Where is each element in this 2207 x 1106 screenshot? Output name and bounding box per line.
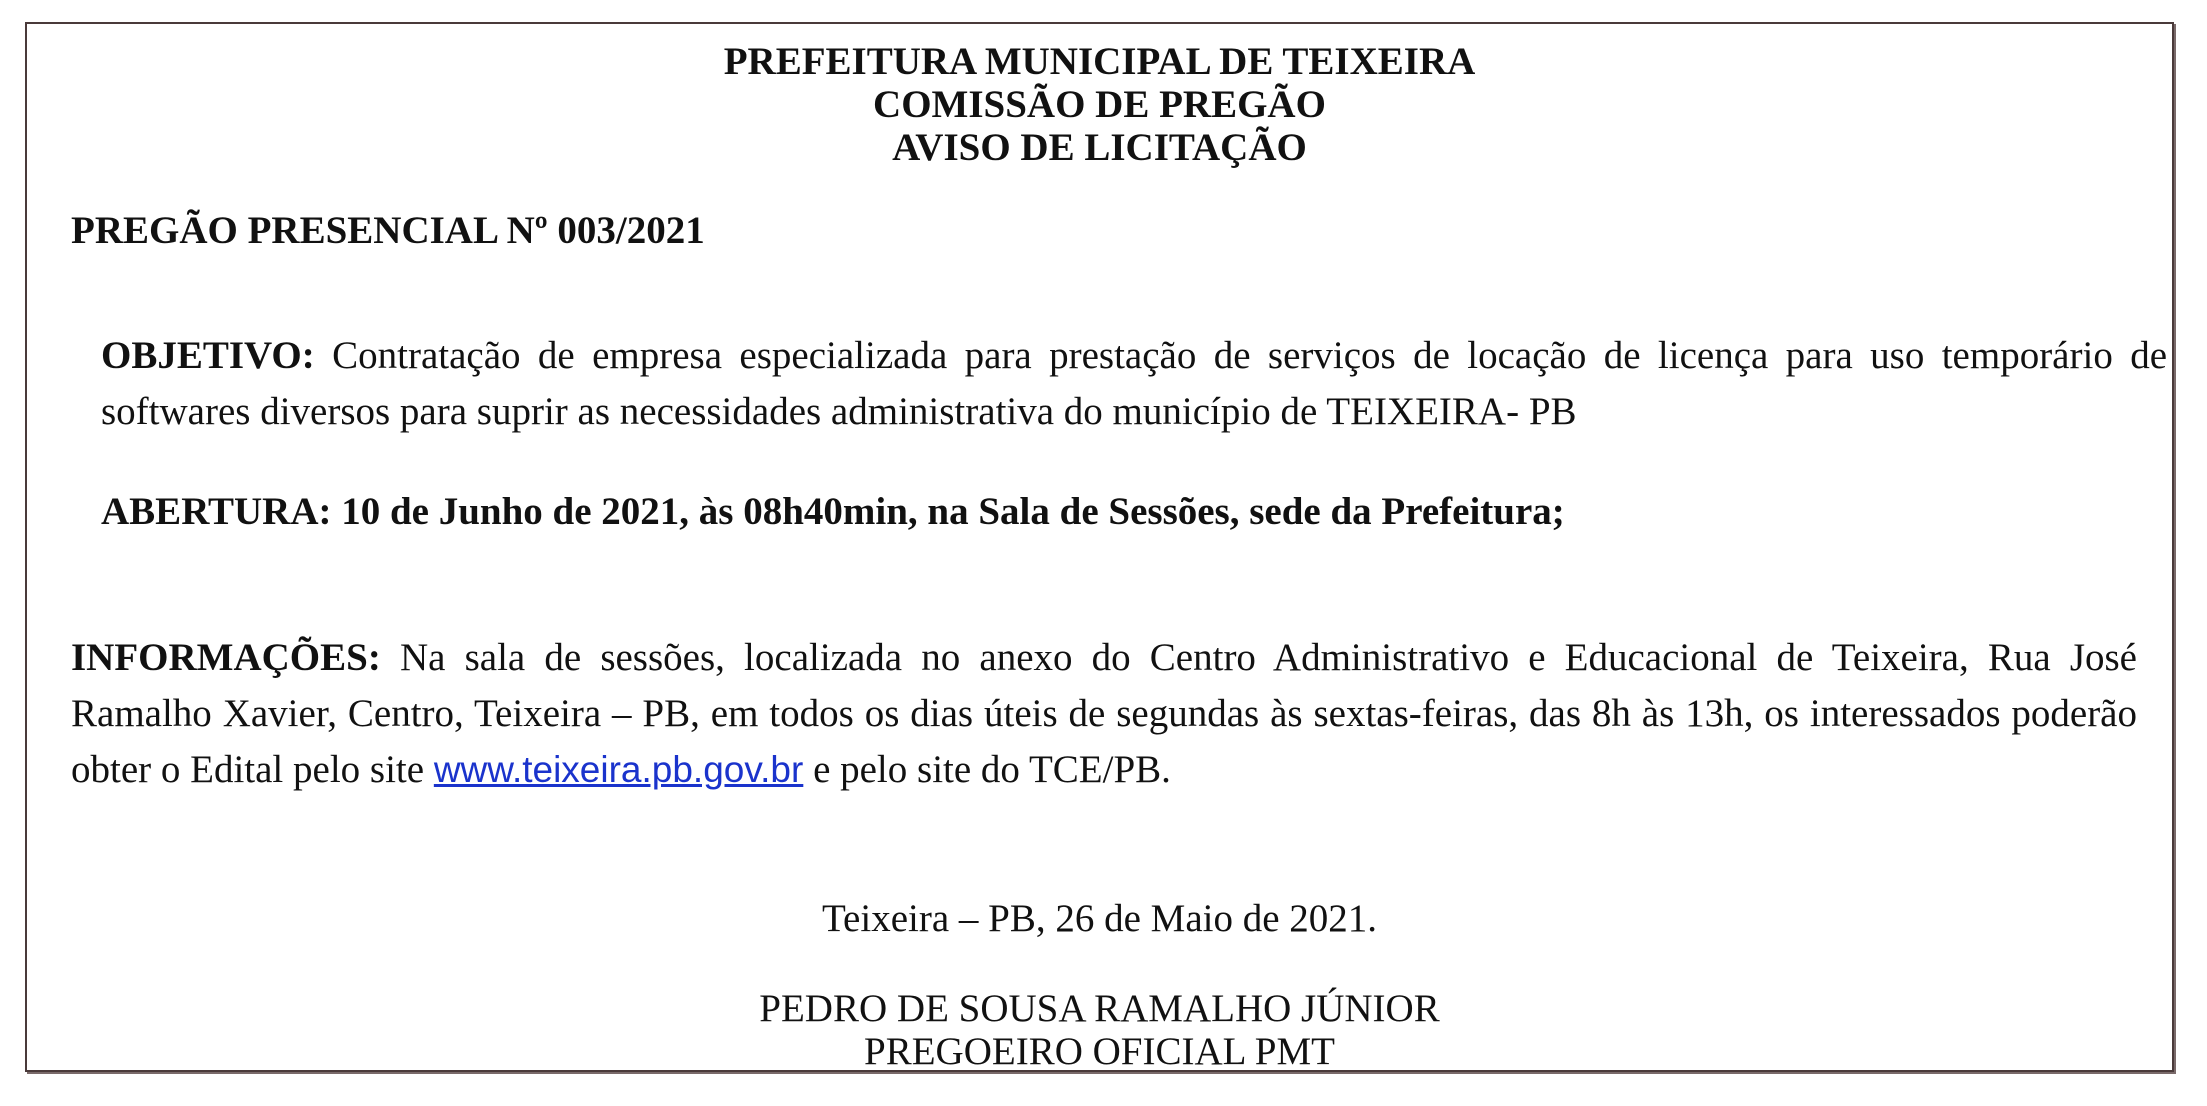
- informacoes-text-after: e pelo site do TCE/PB.: [803, 748, 1171, 791]
- notice-header: [27, 40, 2172, 169]
- informacoes-text: Na sala de sessões, localizada no anexo do Centro Administrativo e Educacional de Teixeira, Rua José Ramalho Xavier, Centro, Teixeira – PB, em todos os dias úteis de segundas às sextas-feiras, das 8h às 13h, os interessados poderão obter o Edital pelo site: [71, 636, 2137, 791]
- informacoes-paragraph: [71, 630, 2137, 798]
- abertura-line: ABERTURA: 10 de Junho de 2021, às 08h40min, na Sala de Sessões, sede da Prefeitura;: [101, 490, 1565, 533]
- signatory-name: PEDRO DE SOUSA RAMALHO JÚNIOR: [759, 987, 1440, 1030]
- objetivo-paragraph: [71, 328, 2167, 440]
- informacoes-label: INFORMAÇÕES:: [71, 636, 381, 679]
- objetivo-text: Contratação de empresa especializada para prestação de serviços de locação de licença para uso temporário de softwares diversos para suprir as necessidades administrativa do município de TEIXEIRA- PB: [101, 334, 2167, 433]
- header-prefeitura: PREFEITURA MUNICIPAL DE TEIXEIRA: [723, 40, 1476, 83]
- objetivo-label: OBJETIVO:: [101, 334, 315, 377]
- pregao-title: PREGÃO PRESENCIAL Nº 003/2021: [71, 209, 705, 252]
- edital-site-link[interactable]: www.teixeira.pb.gov.br: [433, 749, 804, 790]
- date-line: Teixeira – PB, 26 de Maio de 2021.: [821, 897, 1378, 940]
- header-aviso: AVISO DE LICITAÇÃO: [892, 126, 1307, 169]
- notice-frame: [25, 22, 2174, 1072]
- signatory-role: PREGOEIRO OFICIAL PMT: [864, 1030, 1335, 1073]
- header-comissao: COMISSÃO DE PREGÃO: [873, 83, 1326, 126]
